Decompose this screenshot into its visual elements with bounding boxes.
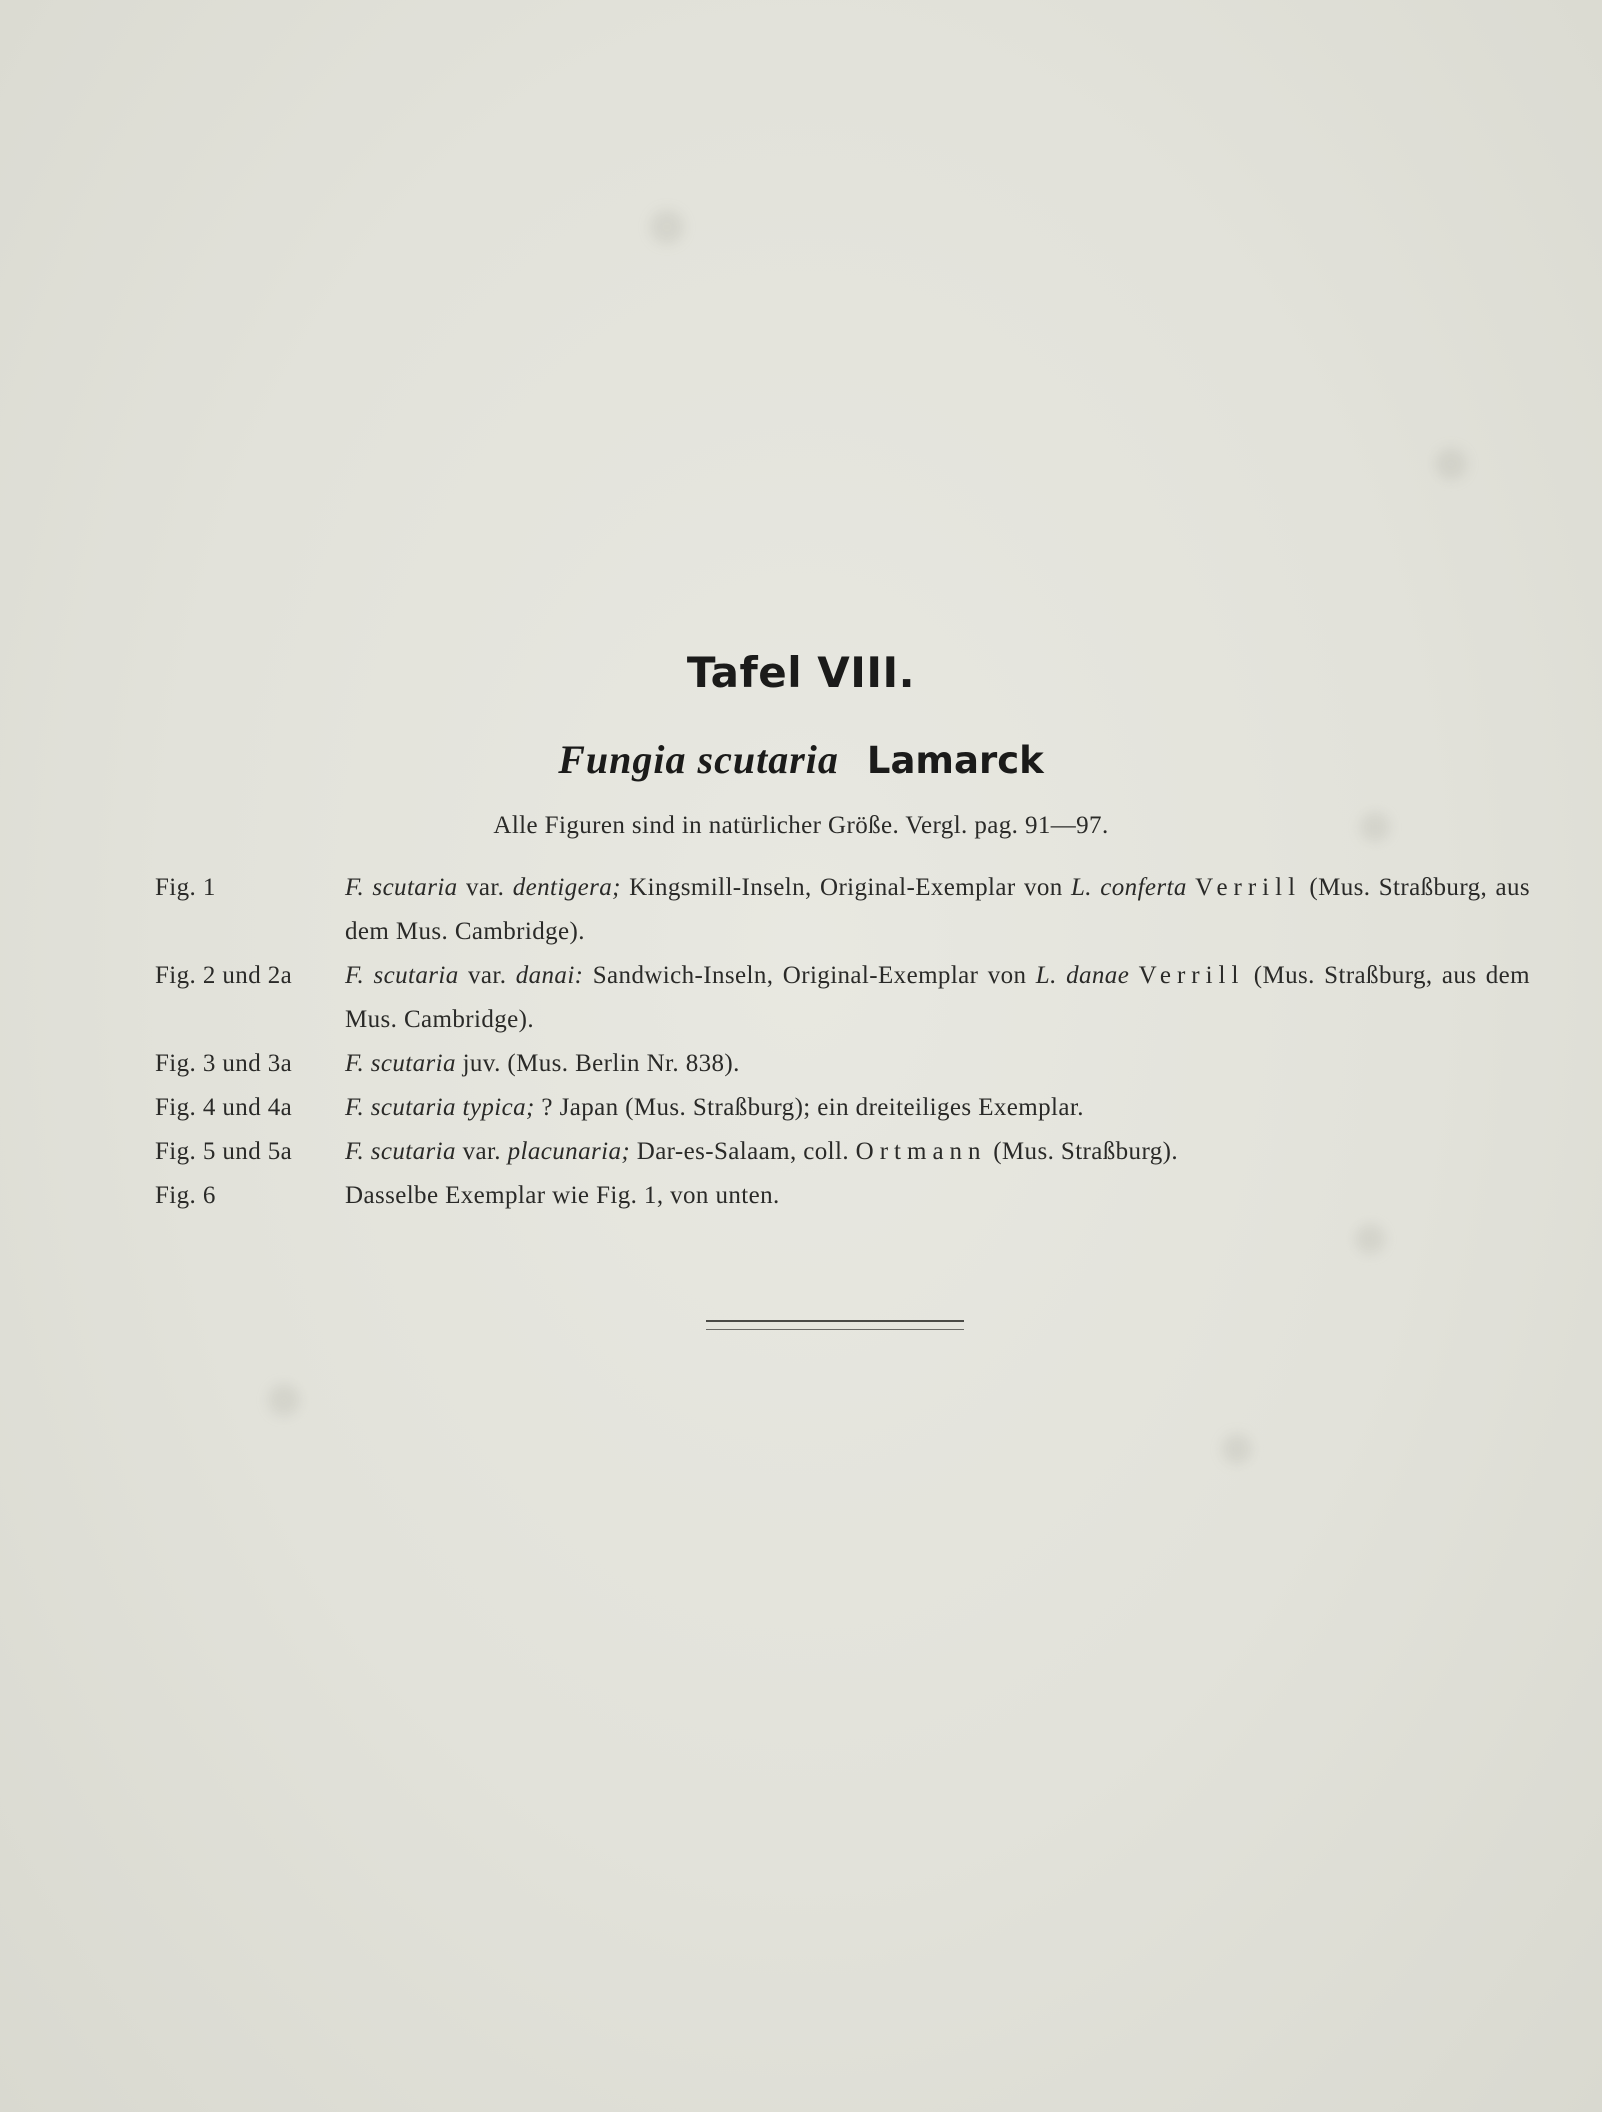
figure-entry <box>155 1042 1530 1086</box>
reference-taxon: L. danae <box>1035 962 1130 989</box>
variety-name: dentigera; <box>512 874 621 901</box>
figure-label: Fig. 4 und 4a <box>155 1094 293 1121</box>
collection-text: (Mus. Straßburg). <box>993 1138 1179 1165</box>
figure-description <box>345 1130 1530 1174</box>
collection-text: (Mus. Straßburg, aus dem Mus. Cambridge). <box>345 962 1531 1033</box>
taxon-name: F. scutaria <box>345 1138 456 1165</box>
paper-stain <box>268 1384 300 1416</box>
reference-taxon: L. conferta <box>1071 874 1187 901</box>
figure-description <box>345 866 1530 954</box>
reference-author: Verrill <box>1195 874 1302 901</box>
paper-stain <box>1355 1224 1385 1254</box>
figure-description <box>345 1086 1530 1130</box>
var-word: var. <box>467 962 507 989</box>
var-word: var. <box>462 1138 501 1165</box>
collection-text: juv. (Mus. Berlin Nr. 838). <box>462 1050 740 1077</box>
plate-title: Tafel VIII. <box>686 648 916 697</box>
figure-label: Fig. 2 und 2a <box>155 962 293 989</box>
figure-label: Fig. 1 <box>155 874 216 901</box>
figure-description <box>345 954 1530 1042</box>
variety-name: danai: <box>515 962 584 989</box>
taxon-name: F. scutaria <box>345 874 458 901</box>
collection-text: Dasselbe Exemplar wie Fig. 1, von unten. <box>345 1182 780 1209</box>
paper-stain <box>650 210 684 244</box>
collection-text: ? Japan (Mus. Straßburg); ein dreiteiliges Exemplar. <box>541 1094 1084 1121</box>
reference-author: Verrill <box>1138 962 1245 989</box>
figure-entry <box>155 1174 1530 1218</box>
paper-stain <box>1222 1434 1252 1464</box>
figure-description <box>345 1174 1530 1218</box>
taxon-name: F. scutaria typica; <box>345 1094 535 1121</box>
figure-legend <box>155 866 1530 1218</box>
figure-entry <box>155 1130 1530 1174</box>
taxon-name: F. scutaria <box>345 962 459 989</box>
paper-stain <box>1435 448 1467 480</box>
figure-description <box>345 1042 1530 1086</box>
taxon-name: F. scutaria <box>345 1050 456 1077</box>
species-heading <box>0 736 1602 783</box>
figure-label: Fig. 6 <box>155 1182 216 1209</box>
locality-text: Kingsmill-Inseln, Original-Exemplar von <box>629 874 1063 901</box>
var-word: var. <box>465 874 505 901</box>
collection-text: (Mus. Straßburg, aus dem Mus. Cambridge). <box>345 874 1531 945</box>
variety-name: placunaria; <box>507 1138 631 1165</box>
plate-note: Alle Figuren sind in natürlicher Größe. Vergl. pag. 91—97. <box>493 812 1109 839</box>
species-name: Fungia scutaria <box>558 737 839 782</box>
locality-text: Sandwich-Inseln, Original-Exemplar von <box>592 962 1027 989</box>
figure-label: Fig. 5 und 5a <box>155 1138 293 1165</box>
collector-name: Ortmann <box>855 1138 987 1165</box>
double-rule-divider <box>706 1320 964 1330</box>
figure-entry <box>155 954 1530 1042</box>
species-author: Lamarck <box>866 739 1044 782</box>
figure-entry <box>155 1086 1530 1130</box>
figure-label: Fig. 3 und 3a <box>155 1050 293 1077</box>
figure-entry <box>155 866 1530 954</box>
locality-text: Dar-es-Salaam, coll. <box>636 1138 850 1165</box>
